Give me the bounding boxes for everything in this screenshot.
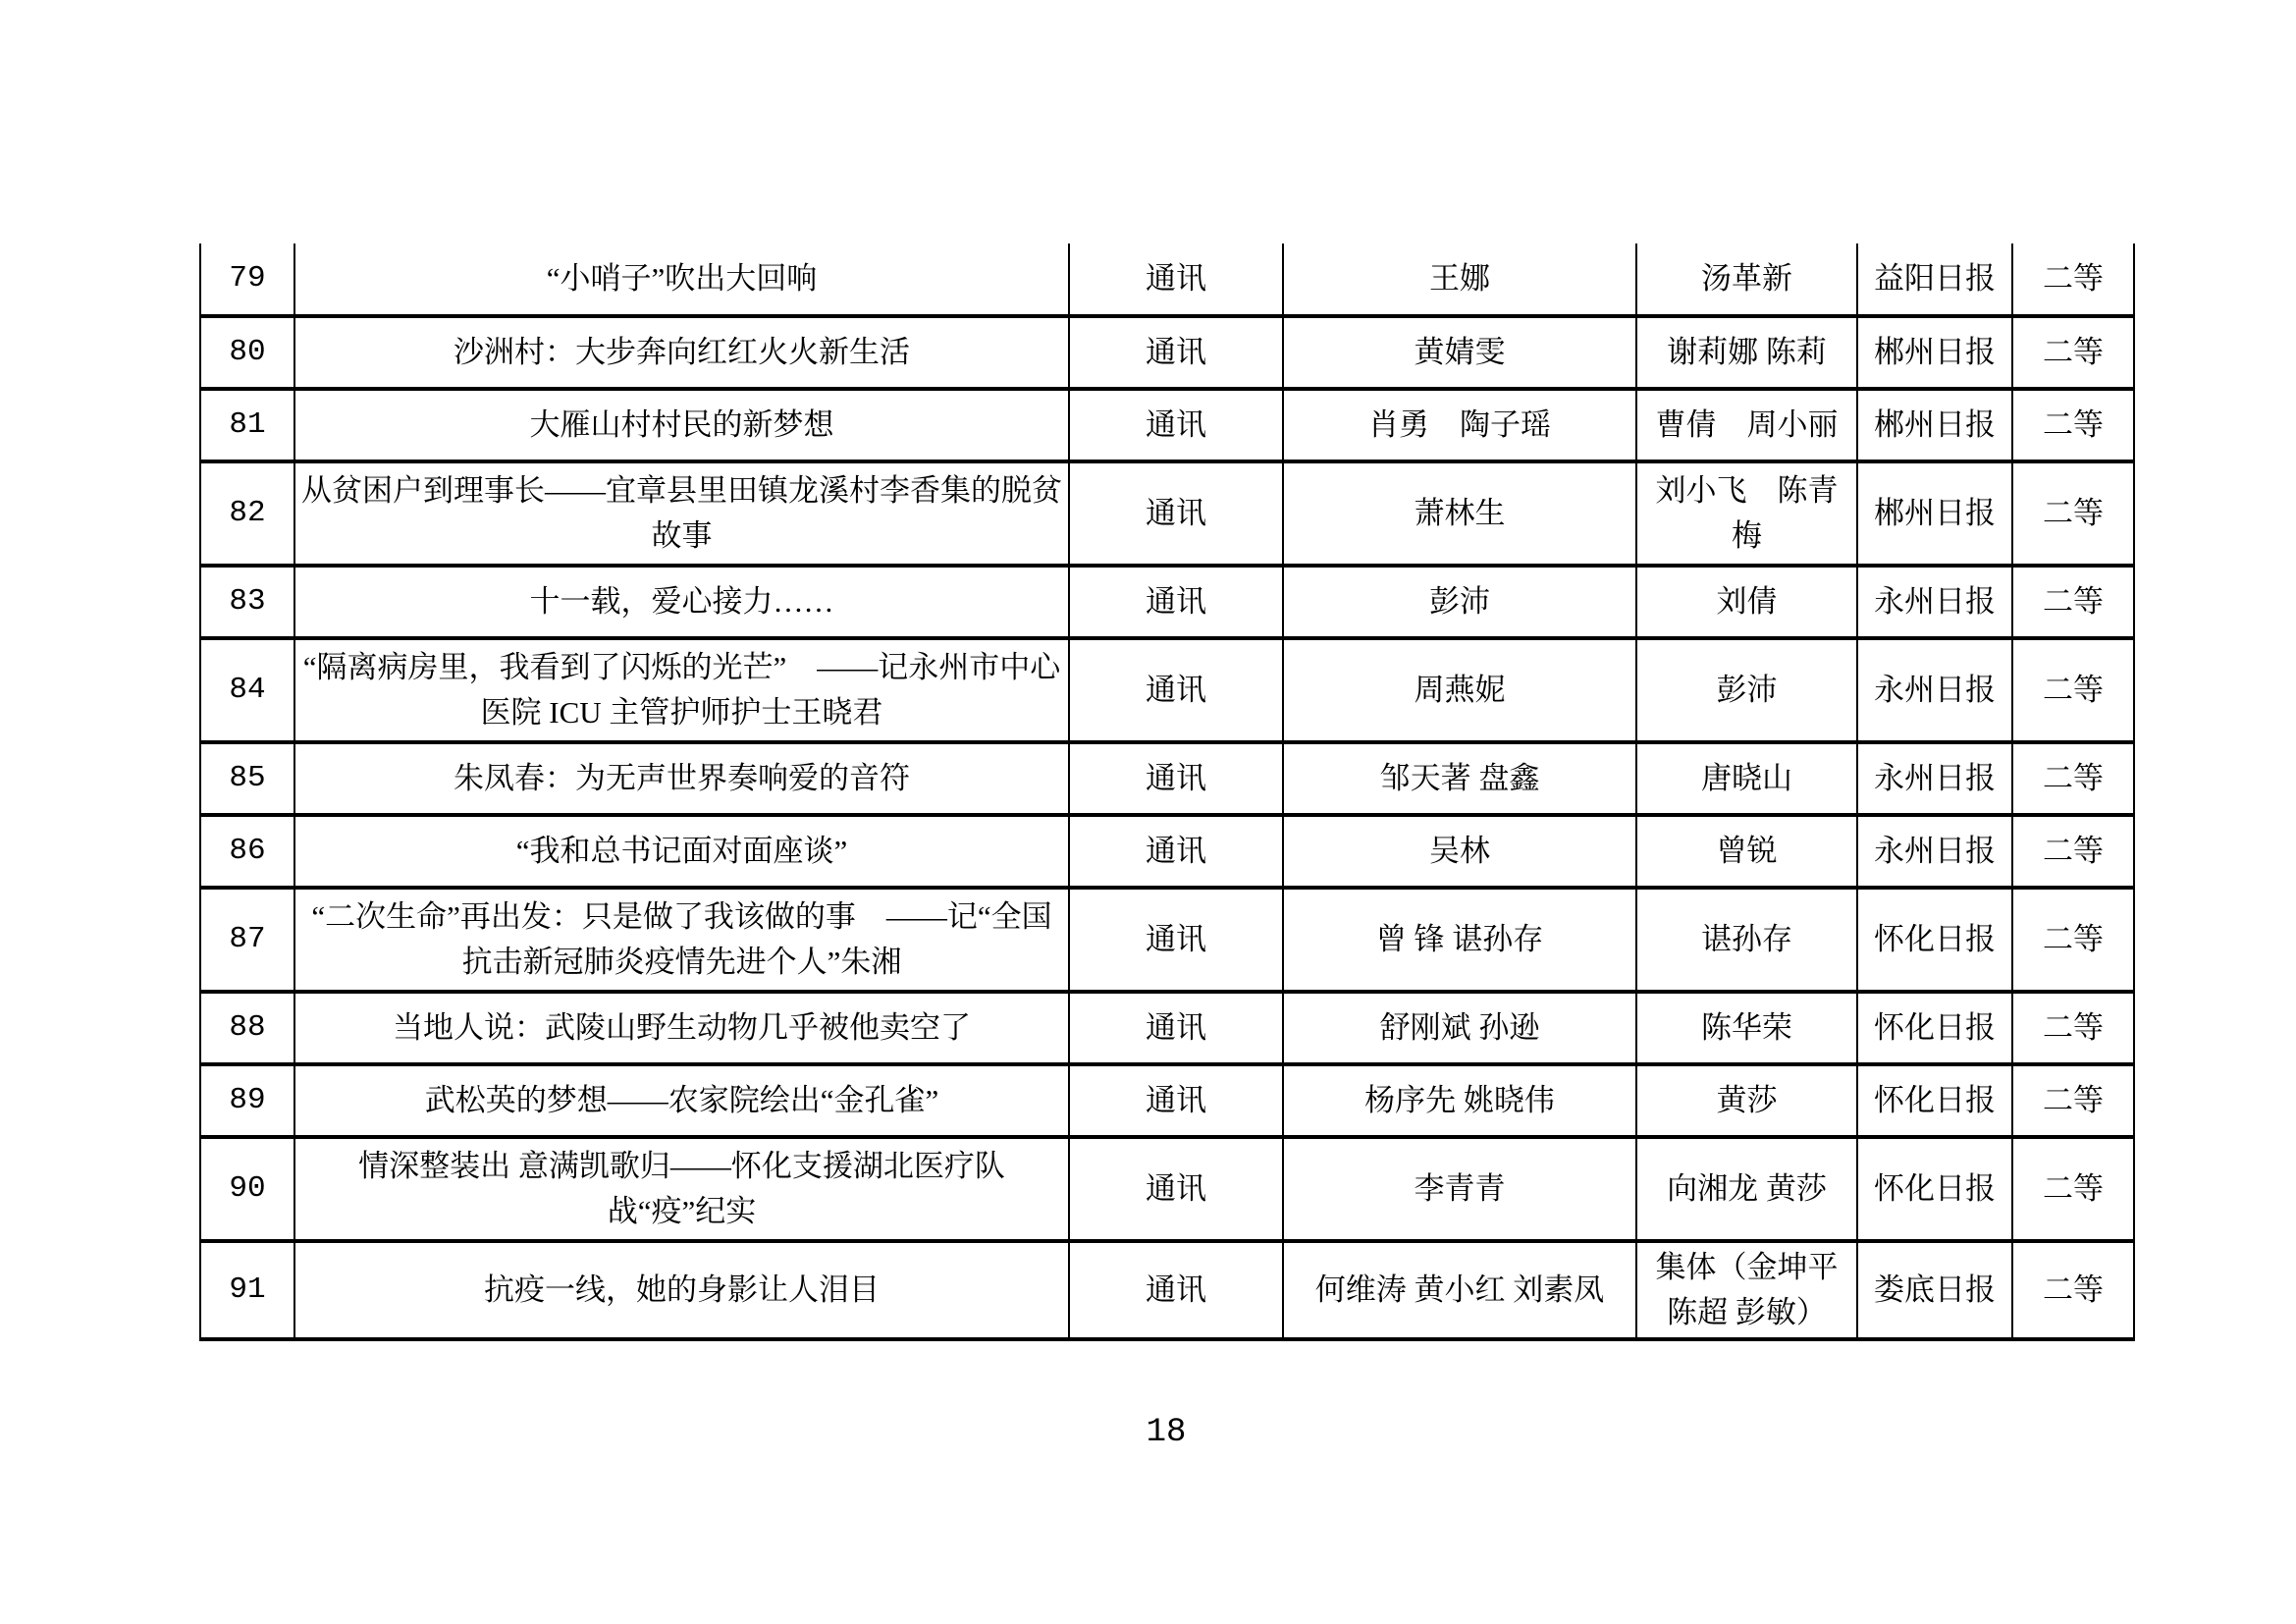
author-cell: 舒刚斌 孙逊 <box>1283 992 1636 1064</box>
newspaper-cell: 怀化日报 <box>1857 1137 2012 1241</box>
table-row <box>200 244 2134 316</box>
award-cell: 二等 <box>2012 316 2134 389</box>
award-cell: 二等 <box>2012 742 2134 815</box>
work-title: 武松英的梦想——农家院绘出“金孔雀” <box>294 1064 1069 1137</box>
awards-table <box>199 244 2135 1341</box>
table-row <box>200 638 2134 742</box>
table-row <box>200 815 2134 888</box>
row-number: 88 <box>200 992 294 1064</box>
category-cell: 通讯 <box>1069 316 1283 389</box>
row-number: 80 <box>200 316 294 389</box>
category-cell: 通讯 <box>1069 1137 1283 1241</box>
editor-cell: 谌孙存 <box>1636 888 1857 992</box>
award-cell: 二等 <box>2012 638 2134 742</box>
category-cell: 通讯 <box>1069 1064 1283 1137</box>
newspaper-cell: 永州日报 <box>1857 742 2012 815</box>
newspaper-cell: 怀化日报 <box>1857 992 2012 1064</box>
author-cell: 李青青 <box>1283 1137 1636 1241</box>
award-cell: 二等 <box>2012 888 2134 992</box>
award-cell: 二等 <box>2012 992 2134 1064</box>
editor-cell: 彭沛 <box>1636 638 1857 742</box>
table-row <box>200 1137 2134 1241</box>
editor-cell: 汤革新 <box>1636 244 1857 316</box>
work-title: “隔离病房里，我看到了闪烁的光芒” ——记永州市中心医院 ICU 主管护师护士王晓君 <box>294 638 1069 742</box>
category-cell: 通讯 <box>1069 461 1283 566</box>
author-cell: 王娜 <box>1283 244 1636 316</box>
award-cell: 二等 <box>2012 461 2134 566</box>
newspaper-cell: 郴州日报 <box>1857 316 2012 389</box>
work-title: 沙洲村：大步奔向红红火火新生活 <box>294 316 1069 389</box>
work-title: “小哨子”吹出大回响 <box>294 244 1069 316</box>
category-cell: 通讯 <box>1069 815 1283 888</box>
author-cell: 吴林 <box>1283 815 1636 888</box>
table-row <box>200 888 2134 992</box>
author-cell: 曾 锋 谌孙存 <box>1283 888 1636 992</box>
newspaper-cell: 怀化日报 <box>1857 888 2012 992</box>
newspaper-cell: 郴州日报 <box>1857 461 2012 566</box>
category-cell: 通讯 <box>1069 742 1283 815</box>
author-cell: 黄婧雯 <box>1283 316 1636 389</box>
work-title: 情深整装出 意满凯歌归——怀化支援湖北医疗队战“疫”纪实 <box>294 1137 1069 1241</box>
award-cell: 二等 <box>2012 244 2134 316</box>
author-cell: 彭沛 <box>1283 566 1636 638</box>
editor-cell: 黄莎 <box>1636 1064 1857 1137</box>
category-cell: 通讯 <box>1069 888 1283 992</box>
page-number: 18 <box>1146 1414 1187 1451</box>
table-row <box>200 316 2134 389</box>
row-number: 89 <box>200 1064 294 1137</box>
row-number: 84 <box>200 638 294 742</box>
category-cell: 通讯 <box>1069 244 1283 316</box>
category-cell: 通讯 <box>1069 566 1283 638</box>
work-title: 当地人说：武陵山野生动物几乎被他卖空了 <box>294 992 1069 1064</box>
award-cell: 二等 <box>2012 1241 2134 1339</box>
editor-cell: 唐晓山 <box>1636 742 1857 815</box>
work-title: “我和总书记面对面座谈” <box>294 815 1069 888</box>
author-cell: 邹天著 盘鑫 <box>1283 742 1636 815</box>
table-row <box>200 1241 2134 1339</box>
work-title: 抗疫一线，她的身影让人泪目 <box>294 1241 1069 1339</box>
table-row <box>200 1064 2134 1137</box>
work-title: “二次生命”再出发：只是做了我该做的事 ——记“全国抗击新冠肺炎疫情先进个人”朱湘 <box>294 888 1069 992</box>
award-cell: 二等 <box>2012 389 2134 461</box>
editor-cell: 曹倩 周小丽 <box>1636 389 1857 461</box>
row-number: 82 <box>200 461 294 566</box>
category-cell: 通讯 <box>1069 1241 1283 1339</box>
table-row <box>200 566 2134 638</box>
table-row <box>200 461 2134 566</box>
award-cell: 二等 <box>2012 1137 2134 1241</box>
author-cell: 杨序先 姚晓伟 <box>1283 1064 1636 1137</box>
newspaper-cell: 永州日报 <box>1857 815 2012 888</box>
editor-cell: 陈华荣 <box>1636 992 1857 1064</box>
author-cell: 周燕妮 <box>1283 638 1636 742</box>
author-cell: 肖勇 陶子瑶 <box>1283 389 1636 461</box>
editor-cell: 曾锐 <box>1636 815 1857 888</box>
award-cell: 二等 <box>2012 566 2134 638</box>
author-cell: 何维涛 黄小红 刘素凤 <box>1283 1241 1636 1339</box>
row-number: 79 <box>200 244 294 316</box>
editor-cell: 谢莉娜 陈莉 <box>1636 316 1857 389</box>
award-cell: 二等 <box>2012 815 2134 888</box>
work-title: 朱凤春：为无声世界奏响爱的音符 <box>294 742 1069 815</box>
category-cell: 通讯 <box>1069 638 1283 742</box>
row-number: 83 <box>200 566 294 638</box>
awards-table-body <box>200 244 2134 1339</box>
row-number: 91 <box>200 1241 294 1339</box>
newspaper-cell: 郴州日报 <box>1857 389 2012 461</box>
editor-cell: 刘倩 <box>1636 566 1857 638</box>
category-cell: 通讯 <box>1069 992 1283 1064</box>
award-cell: 二等 <box>2012 1064 2134 1137</box>
author-cell: 萧林生 <box>1283 461 1636 566</box>
work-title: 大雁山村村民的新梦想 <box>294 389 1069 461</box>
table-row <box>200 389 2134 461</box>
table-row <box>200 742 2134 815</box>
editor-cell: 向湘龙 黄莎 <box>1636 1137 1857 1241</box>
editor-cell: 集体（金坤平 陈超 彭敏） <box>1636 1241 1857 1339</box>
work-title: 从贫困户到理事长——宜章县里田镇龙溪村李香集的脱贫故事 <box>294 461 1069 566</box>
row-number: 81 <box>200 389 294 461</box>
work-title: 十一载，爱心接力…… <box>294 566 1069 638</box>
row-number: 87 <box>200 888 294 992</box>
table-row <box>200 992 2134 1064</box>
row-number: 85 <box>200 742 294 815</box>
category-cell: 通讯 <box>1069 389 1283 461</box>
newspaper-cell: 怀化日报 <box>1857 1064 2012 1137</box>
newspaper-cell: 永州日报 <box>1857 638 2012 742</box>
editor-cell: 刘小飞 陈青梅 <box>1636 461 1857 566</box>
row-number: 86 <box>200 815 294 888</box>
newspaper-cell: 益阳日报 <box>1857 244 2012 316</box>
newspaper-cell: 永州日报 <box>1857 566 2012 638</box>
newspaper-cell: 娄底日报 <box>1857 1241 2012 1339</box>
row-number: 90 <box>200 1137 294 1241</box>
